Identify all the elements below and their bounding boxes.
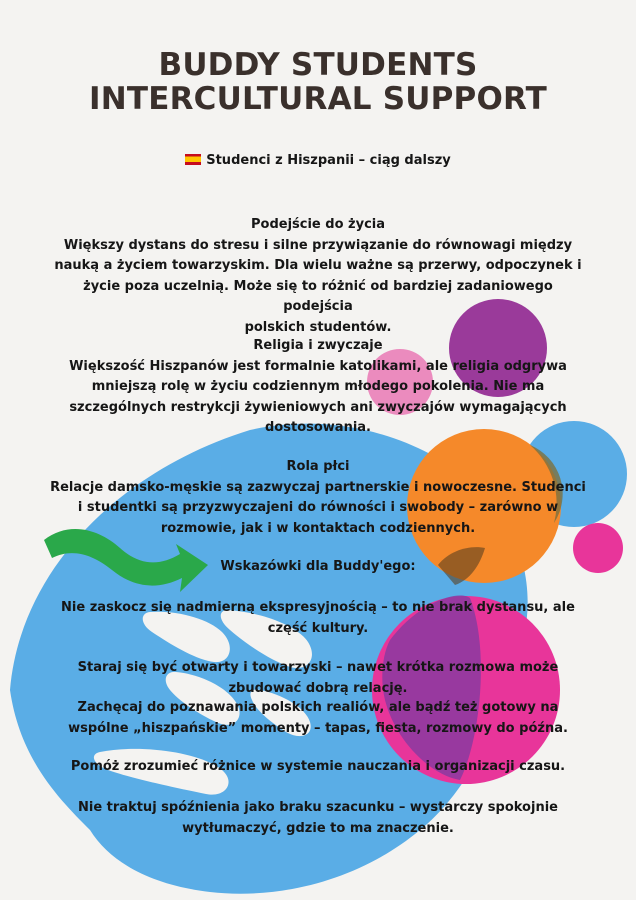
spain-flag-icon: [185, 154, 201, 165]
tip-line: zbudować dobrą relację.: [228, 680, 408, 696]
section-gender: [48, 457, 588, 539]
tip-line: Staraj się być otwarty i towarzyski – nawet krótka rozmowa może: [77, 660, 559, 675]
tip-line: Nie zaskocz się nadmierną ekspresyjnością – to nie brak dystansu, ale: [61, 600, 575, 615]
section-heading: Podejście do życia: [250, 217, 386, 232]
title-line-1: BUDDY STUDENTS: [158, 47, 478, 83]
title-line-2: INTERCULTURAL SUPPORT: [88, 81, 548, 117]
section-line: rozmowie, jak i w kontaktach codziennych.: [160, 520, 476, 536]
section-line: i studentki są przyzwyczajeni do równości i swobody – zarówno w: [77, 500, 559, 515]
tip-2: [48, 658, 588, 699]
tip-line: część kultury.: [267, 620, 369, 636]
tip-line: Nie traktuj spóźnienia jako braku szacunku – wystarczy spokojnie: [78, 800, 558, 815]
tip-line: wytłumaczyć, gdzie to ma znaczenie.: [182, 820, 454, 836]
subtitle: [0, 153, 636, 168]
section-heading: Religia i zwyczaje: [253, 338, 383, 353]
section-heading: Rola płci: [286, 459, 350, 474]
section-line: Większy dystans do stresu i silne przywiązanie do równowagi między: [63, 237, 573, 253]
subtitle-text: Studenci z Hiszpanii – ciąg dalszy: [206, 153, 451, 168]
section-line: nauką a życiem towarzyskim. Dla wielu ważne są przerwy, odpoczynek i: [54, 258, 582, 273]
section-line: dostosowania.: [265, 420, 371, 435]
tip-line: Zachęcaj do poznawania polskich realiów, ale bądź też gotowy na: [77, 700, 559, 715]
section-religion: [48, 336, 588, 439]
tip-4: [48, 757, 588, 778]
tip-5: [48, 798, 588, 839]
section-line: szczególnych restrykcji żywieniowych ani zwyczajów wymagających: [69, 399, 567, 415]
section-line: Większość Hiszpanów jest formalnie katolikami, ale religia odgrywa: [69, 358, 567, 374]
section-line: mniejszą rolę w życiu codziennym młodego pokolenia. Nie ma: [91, 379, 545, 394]
section-line: Relacje damsko-męskie są zazwyczaj partnerskie i nowoczesne. Studenci: [50, 479, 586, 495]
section-line: polskich studentów.: [244, 319, 392, 335]
tip-1: [48, 598, 588, 639]
tip-line: wspólne „hiszpańskie” momenty – tapas, fiesta, rozmowy do późna.: [68, 720, 568, 736]
tip-3: [40, 698, 596, 739]
section-life: [48, 215, 588, 338]
section-line: życie poza uczelnią. Może się to różnić od bardziej zadaniowego podejścia: [83, 278, 553, 314]
tip-line: Pomóż zrozumieć różnice w systemie nauczania i organizacji czasu.: [70, 759, 566, 774]
tips-heading: Wskazówki dla Buddy'ego:: [220, 559, 416, 574]
